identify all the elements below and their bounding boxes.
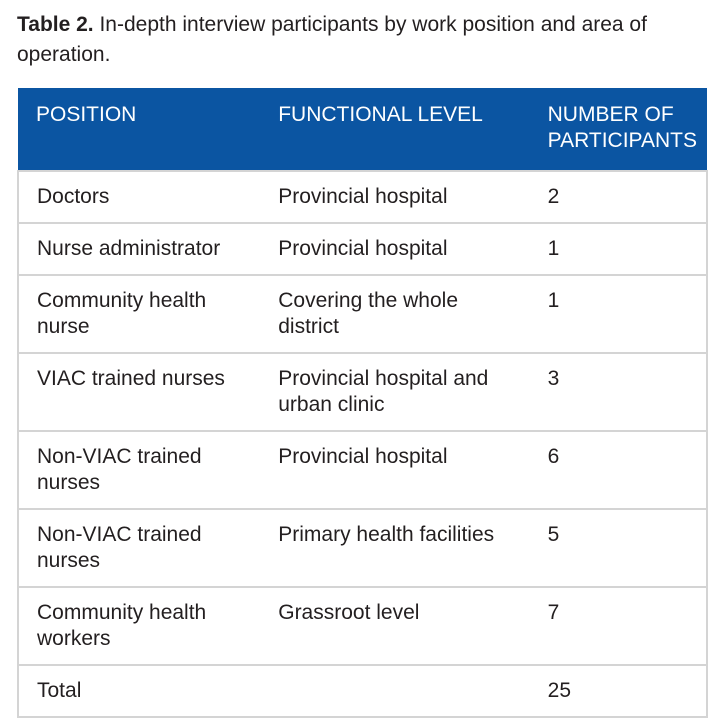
header-functional-level: FUNCTIONAL LEVEL	[260, 88, 529, 171]
position-cell: Nurse administrator	[18, 223, 260, 275]
participants-cell: 1	[530, 275, 707, 353]
table-row	[18, 353, 707, 431]
participants-cell: 25	[530, 665, 707, 717]
functional-level-cell: Provincial hospital and urban clinic	[260, 353, 529, 431]
caption-text: In-depth interview participants by work position and area of operation.	[17, 13, 647, 66]
functional-level-cell: Provincial hospital	[260, 223, 529, 275]
header-position: POSITION	[18, 88, 260, 171]
position-cell: Community health nurse	[18, 275, 260, 353]
table-row	[18, 431, 707, 509]
position-cell: Doctors	[18, 171, 260, 223]
participants-cell: 6	[530, 431, 707, 509]
participants-cell: 2	[530, 171, 707, 223]
participants-cell: 5	[530, 509, 707, 587]
position-cell: VIAC trained nurses	[18, 353, 260, 431]
functional-level-cell	[260, 665, 529, 717]
participants-table	[17, 88, 708, 718]
table-row	[18, 171, 707, 223]
participants-cell: 1	[530, 223, 707, 275]
table-row	[18, 223, 707, 275]
caption-label: Table 2.	[17, 13, 94, 36]
participants-cell: 7	[530, 587, 707, 665]
table-caption	[17, 10, 707, 70]
header-number-of-participants: NUMBER OF PARTICIPANTS	[530, 88, 707, 171]
functional-level-cell: Primary health facilities	[260, 509, 529, 587]
participants-cell: 3	[530, 353, 707, 431]
table-row	[18, 587, 707, 665]
functional-level-cell: Covering the whole district	[260, 275, 529, 353]
position-cell: Non-VIAC trained nurses	[18, 509, 260, 587]
table-row	[18, 275, 707, 353]
position-cell: Non-VIAC trained nurses	[18, 431, 260, 509]
functional-level-cell: Provincial hospital	[260, 171, 529, 223]
table-row	[18, 509, 707, 587]
table-header-row	[18, 88, 707, 171]
functional-level-cell: Grassroot level	[260, 587, 529, 665]
functional-level-cell: Provincial hospital	[260, 431, 529, 509]
table-row	[18, 665, 707, 717]
position-cell: Total	[18, 665, 260, 717]
position-cell: Community health workers	[18, 587, 260, 665]
